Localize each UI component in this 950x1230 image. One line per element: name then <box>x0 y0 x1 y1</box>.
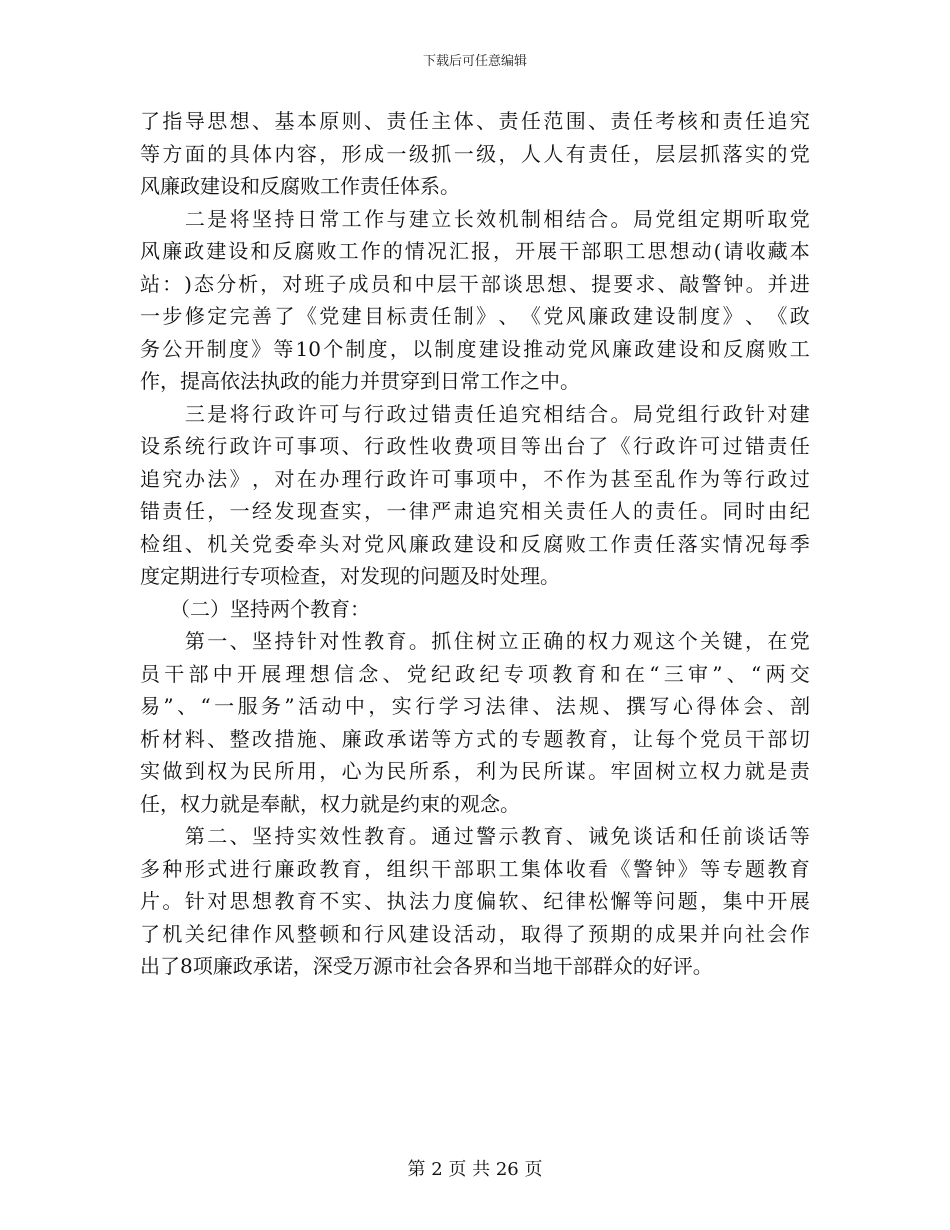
text-line: 片 。 针 对 思 想 教 育 不 实 、 执 法 力 度 偏 软 、 纪 律 松 懈 等 问 题 ， 集 中 开 展 <box>140 889 810 913</box>
text-line: 一 步 修 定 完 善 了 《 党 建 目 标 责 任 制 》 、 《 党 风 廉 政 建 设 制 度 》 、 《 政 <box>140 304 810 328</box>
text-line: 析 材 料 、 整 改 措 施 、 廉 政 承 诺 等 方 式 的 专 题 教 育 ， 让 每 个 党 员 干 部 切 <box>140 726 810 751</box>
text-line: 风廉政建设和反腐败工作责任体系。 <box>140 174 460 198</box>
document-body <box>140 105 810 983</box>
text-line: 出了8项廉政承诺，深受万源市社会各界和当地干部群众的好评。 <box>140 954 713 978</box>
text-line: 二 是 将 坚 持 日 常 工 作 与 建 立 长 效 机 制 相 结 合 。 局 党 组 定 期 听 取 党 <box>184 206 810 231</box>
text-line: 度定期进行专项检查，对发现的问题及时处理。 <box>140 564 560 588</box>
text-line: 第 二 、 坚 持 实 效 性 教 育 。 通 过 警 示 教 育 、 诫 免 谈 话 和 任 前 谈 话 等 <box>184 824 810 848</box>
text-line: 多 种 形 式 进 行 廉 政 教 育 ， 组 织 干 部 职 工 集 体 收 看 《 警 钟 》 等 专 题 教 育 <box>140 856 810 881</box>
text-line: 设 系 统 行 政 许 可 事 项 、 行 政 性 收 费 项 目 等 出 台 了 《 行 政 许 可 过 错 责 任 <box>140 434 810 458</box>
text-line: 追 究 办 法 》 ， 对 在 办 理 行 政 许 可 事 项 中 ， 不 作 为 甚 至 乱 作 为 等 行 政 过 <box>140 466 810 491</box>
text-line: 了 机 关 纪 律 作 风 整 顿 和 行 风 建 设 活 动 ， 取 得 了 预 期 的 成 果 并 向 社 会 作 <box>140 921 810 946</box>
text-line: （二）坚持两个教育： <box>140 596 370 621</box>
text-line: 三 是 将 行 政 许 可 与 行 政 过 错 责 任 追 究 相 结 合 。 局 党 组 行 政 针 对 建 <box>184 401 810 426</box>
text-line: 站 ： ) 态 分 析 ， 对 班 子 成 员 和 中 层 干 部 谈 思 想 、 提 要 求 、 敲 警 钟 。 并 进 <box>140 271 810 296</box>
text-line: 作，提高依法执政的能力并贯穿到日常工作之中。 <box>140 369 580 393</box>
text-line: 实 做 到 权 为 民 所 用 ， 心 为 民 所 系 ， 利 为 民 所 谋 。 牢 固 树 立 权 力 就 是 责 <box>140 759 810 783</box>
text-line: 务 公 开 制 度 》 等 10 个 制 度 ， 以 制 度 建 设 推 动 党 风 廉 政 建 设 和 反 腐 败 工 <box>140 336 810 361</box>
page-number: 第 2 页 共 26 页 <box>407 1159 543 1180</box>
text-line: 任，权力就是奉献，权力就是约束的观念。 <box>140 791 520 816</box>
text-line: 第 一 、 坚 持 针 对 性 教 育 。 抓 住 树 立 正 确 的 权 力 观 这 个 关 键 ， 在 党 <box>184 629 810 653</box>
text-line: 员 干 部 中 开 展 理 想 信 念 、 党 纪 政 纪 专 项 教 育 和 在 “ 三 审 ” 、 “ 两 交 <box>140 661 810 686</box>
text-line: 错 责 任 ， 一 经 发 现 查 实 ， 一 律 严 肃 追 究 相 关 责 任 人 的 责 任 。 同 时 由 纪 <box>140 499 810 523</box>
text-line: 检 组 、 机 关 党 委 牵 头 对 党 风 廉 政 建 设 和 反 腐 败 工 作 责 任 落 实 情 况 每 季 <box>140 531 810 556</box>
page-header: 下载后可任意编辑 <box>422 54 527 69</box>
text-line: 等 方 面 的 具 体 内 容 ， 形 成 一 级 抓 一 级 ， 人 人 有 责 任 ， 层 层 抓 落 实 的 党 <box>140 141 810 166</box>
text-line: 风 廉 政 建 设 和 反 腐 败 工 作 的 情 况 汇 报 ， 开 展 干 部 职 工 思 想 动 ( 请 收 藏 本 <box>140 239 810 263</box>
text-line: 了 指 导 思 想 、 基 本 原 则 、 责 任 主 体 、 责 任 范 围 、 责 任 考 核 和 责 任 追 究 <box>140 109 810 133</box>
text-line: 易 ” 、 “ 一 服 务 ” 活 动 中 ， 实 行 学 习 法 律 、 法 规 、 撰 写 心 得 体 会 、 剖 <box>140 694 810 718</box>
